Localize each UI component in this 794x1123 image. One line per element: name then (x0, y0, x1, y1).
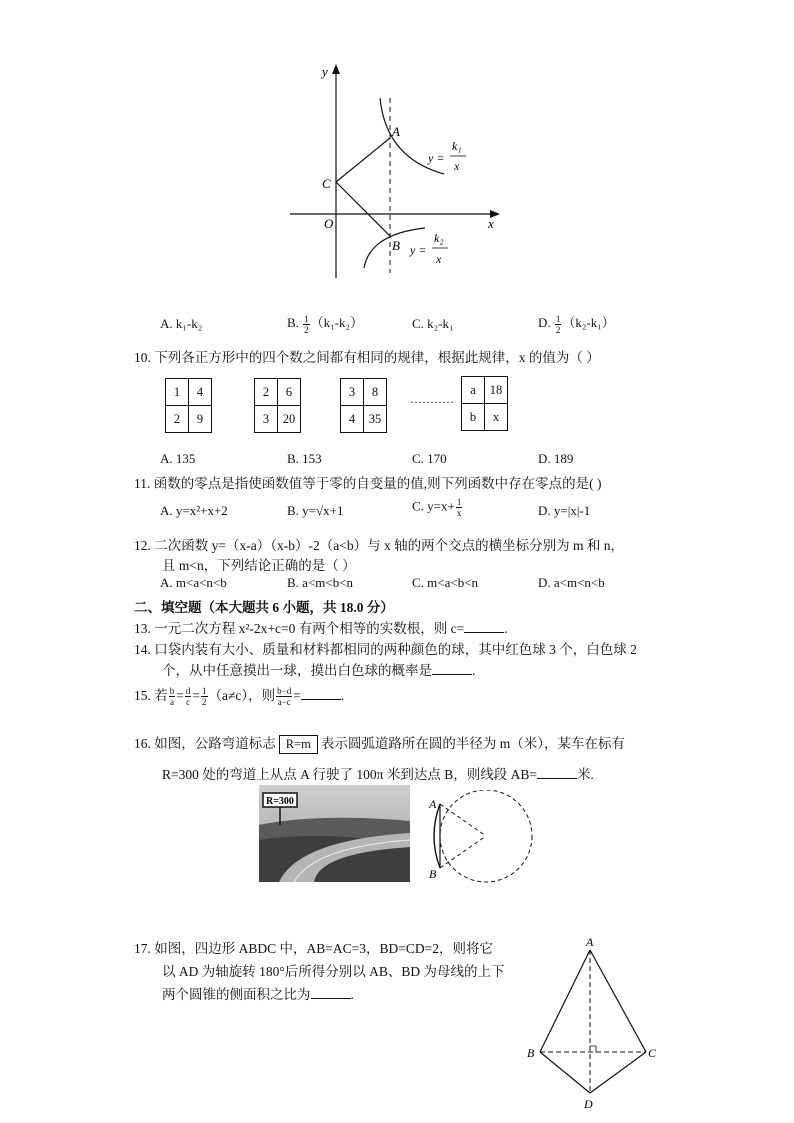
q9-option-b (287, 312, 363, 335)
q10-square-4 (461, 376, 508, 431)
q16-line-2 (162, 763, 594, 783)
q16-line-1 (134, 732, 625, 754)
cell: 20 (278, 406, 301, 433)
q11-option-c (412, 497, 463, 518)
point-a-label: A (392, 124, 400, 139)
eq1-den: x (454, 159, 460, 173)
eq2-den: x (436, 252, 442, 266)
cell: 2 (255, 379, 278, 406)
kite-d-label: D (584, 1097, 593, 1111)
q15-pre: 15. 若 (134, 688, 168, 703)
q17-stem: 两个圆锥的侧面积之比为 (162, 987, 311, 1002)
q13-end: . (504, 621, 508, 636)
q10-square-1 (165, 378, 212, 433)
q17-line-1: 17. 如图，四边形 ABDC 中，AB=AC=3，BD=CD=2，则将它 (134, 941, 493, 956)
q17-line-3 (162, 983, 354, 1003)
eq1-lhs: y = (428, 151, 445, 165)
q12-option-d: D. a<m<n<b (538, 575, 605, 590)
q15-eq3: = (293, 688, 301, 703)
cell: a (462, 377, 485, 404)
cell: 8 (364, 379, 387, 406)
cell: b (462, 404, 485, 431)
q11-c-den: x (456, 508, 462, 518)
frac-num: 1 (202, 686, 207, 697)
q9-b-label: B. (287, 315, 299, 330)
arc-point-b-label: B (429, 867, 437, 881)
q12-option-c: C. m<a<b<n (412, 575, 479, 590)
frac-den: a−c (277, 697, 291, 708)
q10-stem: 10. 下列各正方形中的四个数之间都有相同的规律，根据此规律，x 的值为（ ） (134, 350, 600, 365)
frac-den: 2 (202, 697, 207, 708)
kite-c-label: C (648, 1046, 657, 1060)
q14-line-2 (162, 659, 475, 679)
q15-text (134, 684, 344, 707)
cell: 18 (485, 377, 508, 404)
cell: x (485, 404, 508, 431)
road-sign-inline: R=m (279, 735, 318, 754)
q13-text (134, 617, 508, 637)
frac-num: b−d (277, 686, 292, 697)
q13-answer-blank[interactable] (464, 620, 504, 633)
q10-square-3 (340, 378, 387, 433)
q15-answer-blank[interactable] (301, 687, 341, 700)
q11-stem: 11. 函数的零点是指使函数值等于零的自变量的值,则下列函数中存在零点的是( ) (134, 476, 602, 491)
arc-circle-diagram (424, 790, 544, 890)
cell: 6 (278, 379, 301, 406)
q12-line-1: 12. 二次函数 y=（x-a）（x-b）-2（a<b）与 x 轴的两个交点的横坐标分别为 m 和 n， (134, 538, 624, 553)
q17-answer-blank[interactable] (311, 986, 351, 999)
q16-pre: 16. 如图，公路弯道标志 (134, 736, 276, 751)
q16-stem: R=300 处的弯道上从点 A 行驶了 100π 米到达点 B，则线段 AB= (162, 767, 537, 782)
point-c-label: C (322, 176, 331, 191)
q15-mid: （a≠c），则 (208, 688, 276, 703)
q9-d-label: D. (538, 315, 551, 330)
q14-end: . (472, 663, 476, 678)
cell: 2 (166, 406, 189, 433)
cell: 4 (189, 379, 212, 406)
eq2-lhs: y = (410, 243, 427, 257)
q14-line-1: 14. 口袋内装有大小、质量和材料都相同的两种颜色的球，其中红色球 3 个，白色球 2 (134, 642, 637, 657)
q9-b-den: 2 (304, 324, 309, 335)
q16-post: 表示圆弧道路所在圆的半径为 m（米），某车在标有 (320, 736, 626, 751)
q10-ellipsis: ··········· (410, 395, 454, 409)
q14-answer-blank[interactable] (432, 662, 472, 675)
q11-option-a: A. y=x²+x+2 (160, 503, 228, 518)
frac-num: b (169, 686, 175, 697)
q14-stem: 个，从中任意摸出一球，摸出白色球的概率是 (162, 663, 432, 678)
q11-option-b: B. y=√x+1 (287, 503, 344, 518)
q12-option-a: A. m<a<n<b (160, 575, 227, 590)
section-heading: 二、填空题（本大题共 6 小题，共 18.0 分） (134, 600, 394, 615)
q10-option-a: A. 135 (160, 451, 196, 466)
cell: 35 (364, 406, 387, 433)
hyperbola-figure (280, 58, 510, 283)
eq2-num: k₂ (434, 231, 444, 245)
q10-option-b: B. 153 (287, 451, 322, 466)
q12-line-2: 且 m<n，下列结论正确的是（ ） (162, 558, 356, 573)
arc-point-a-label: A (429, 797, 437, 811)
q9-d-den: 2 (555, 324, 561, 335)
x-axis-label: x (488, 216, 494, 231)
q16-end: 米. (576, 767, 594, 782)
y-axis-label: y (322, 64, 328, 79)
origin-label: O (324, 216, 334, 231)
kite-b-label: B (527, 1046, 535, 1060)
q11-option-d: D. y=|x|-1 (538, 503, 591, 518)
q11-c-expr: C. y=x+ (412, 498, 455, 514)
q15-end: . (340, 688, 345, 703)
q9-b-expr: （k₁-k₂） (310, 315, 364, 330)
q9-option-d (538, 312, 615, 335)
cell: 1 (166, 379, 189, 406)
kite-figure (522, 936, 662, 1116)
kite-a-label: A (586, 936, 594, 949)
q9-option-c: C. k₂-k₁ (412, 316, 454, 331)
q17-end: . (350, 987, 354, 1002)
q16-answer-blank[interactable] (537, 766, 577, 779)
q15-eq: = (176, 688, 184, 703)
q10-square-2 (254, 378, 301, 433)
curved-road-photo (259, 785, 410, 882)
q10-option-d: D. 189 (538, 451, 574, 466)
cell: 9 (189, 406, 212, 433)
eq1-num: k₁ (452, 139, 462, 153)
q9-d-num: 1 (555, 313, 561, 324)
frac-den: a (170, 697, 174, 708)
cell: 4 (341, 406, 364, 433)
q17-line-2: 以 AD 为轴旋转 180°后所得分别以 AB、BD 为母线的上下 (162, 964, 505, 979)
frac-den: c (186, 697, 191, 708)
cell: 3 (255, 406, 278, 433)
q9-b-num: 1 (304, 313, 309, 324)
cell: 3 (341, 379, 364, 406)
q13-stem: 13. 一元二次方程 x²-2x+c=0 有两个相等的实数根，则 c= (134, 621, 465, 636)
frac-num: d (185, 686, 191, 697)
photo-sign-text: R=300 (266, 796, 294, 807)
point-b-label: B (392, 238, 400, 253)
q9-option-a: A. k₁-k₂ (160, 316, 203, 331)
q10-option-c: C. 170 (412, 451, 447, 466)
q11-c-num: 1 (456, 497, 462, 507)
q9-d-expr: （k₂-k₁） (562, 315, 615, 330)
q12-option-b: B. a<m<b<n (287, 575, 354, 590)
q15-eq2: = (192, 688, 200, 703)
